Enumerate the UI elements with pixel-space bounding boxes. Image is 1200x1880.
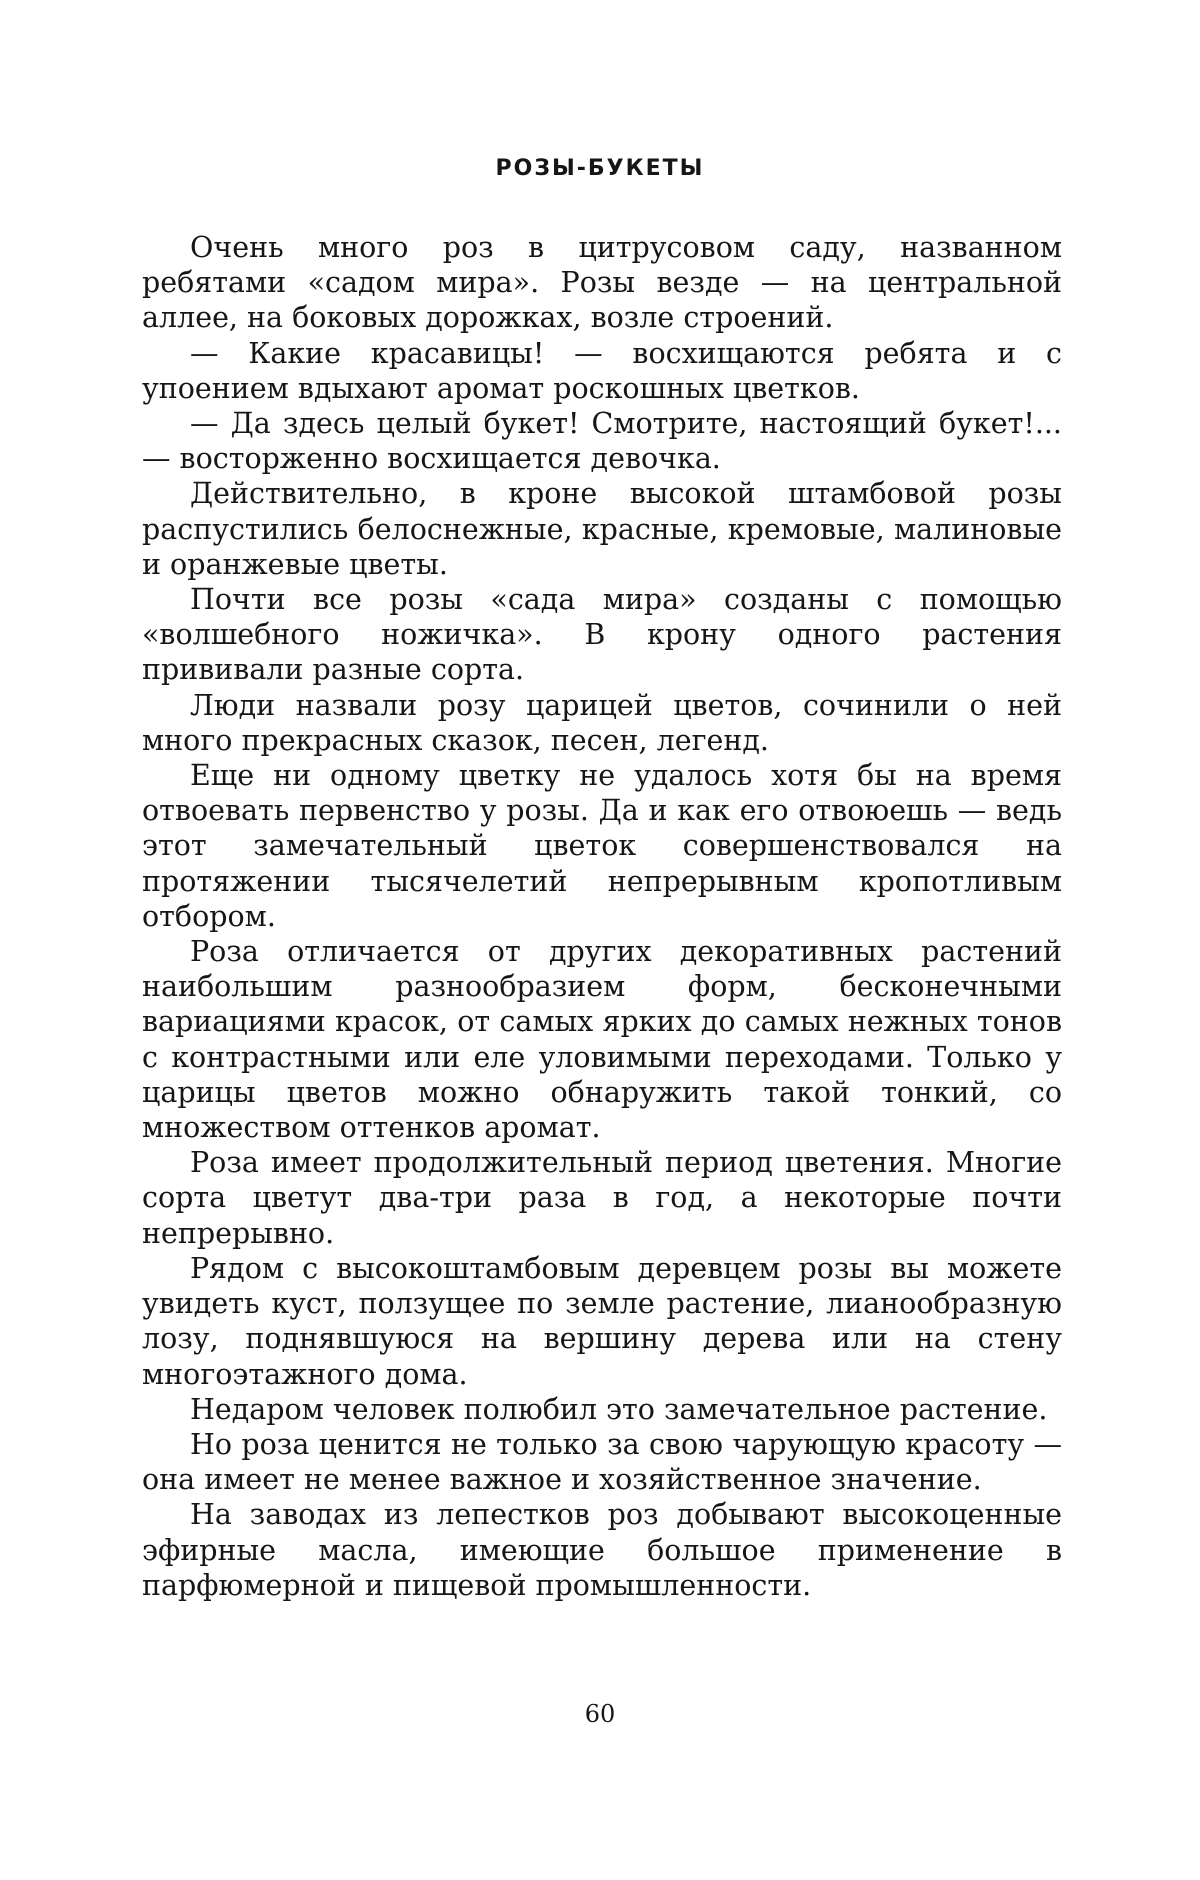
paragraph: Действительно, в кроне высокой штамбовой розы распустились белоснежные, красные, кремовые, малиновые и оранжевые цветы.: [142, 476, 1062, 582]
paragraph: Еще ни одному цветку не удалось хотя бы на время отвоевать первенство у розы. Да и как его отвоюешь — ведь этот замечательный цветок совершенствовался на протяжении тысячелетий непрерывным кропотливым отбором.: [142, 758, 1062, 934]
paragraph: Но роза ценится не только за свою чарующую красоту — она имеет не менее важное и хозяйственное значение.: [142, 1427, 1062, 1497]
paragraph: Почти все розы «сада мира» созданы с помощью «волшебного ножичка». В крону одного растения прививали разные сорта.: [142, 582, 1062, 688]
paragraph: Очень много роз в цитрусовом саду, названном ребятами «садом мира». Розы везде — на центральной аллее, на боковых дорожках, возле строений.: [142, 230, 1062, 336]
body-text: [142, 230, 1062, 1603]
book-page: [0, 0, 1200, 1880]
paragraph: — Какие красавицы! — восхищаются ребята и с упоением вдыхают аромат роскошных цветков.: [142, 336, 1062, 406]
paragraph: На заводах из лепестков роз добывают высокоценные эфирные масла, имеющие большое применение в парфюмерной и пищевой промышленности.: [142, 1497, 1062, 1603]
paragraph: Люди назвали розу царицей цветов, сочинили о ней много прекрасных сказок, песен, легенд.: [142, 688, 1062, 758]
paragraph: — Да здесь целый букет! Смотрите, настоящий букет!... — восторженно восхищается девочка.: [142, 406, 1062, 476]
paragraph: Рядом с высокоштамбовым деревцем розы вы можете увидеть куст, ползущее по земле растение, лианообразную лозу, поднявшуюся на вершину дерева или на стену многоэтажного дома.: [142, 1251, 1062, 1392]
page-number: 60: [0, 1700, 1200, 1728]
paragraph: Роза имеет продолжительный период цветения. Многие сорта цветут два-три раза в год, а некоторые почти непрерывно.: [142, 1145, 1062, 1251]
paragraph: Роза отличается от других декоративных растений наибольшим разнообразием форм, бесконечными вариациями красок, от самых ярких до самых нежных тонов с контрастными или еле уловимыми переходами. Только у царицы цветов можно обнаружить такой тонкий, со множеством оттенков аромат.: [142, 934, 1062, 1145]
paragraph: Недаром человек полюбил это замечательное растение.: [142, 1392, 1062, 1427]
chapter-title: РОЗЫ-БУКЕТЫ: [0, 156, 1200, 181]
